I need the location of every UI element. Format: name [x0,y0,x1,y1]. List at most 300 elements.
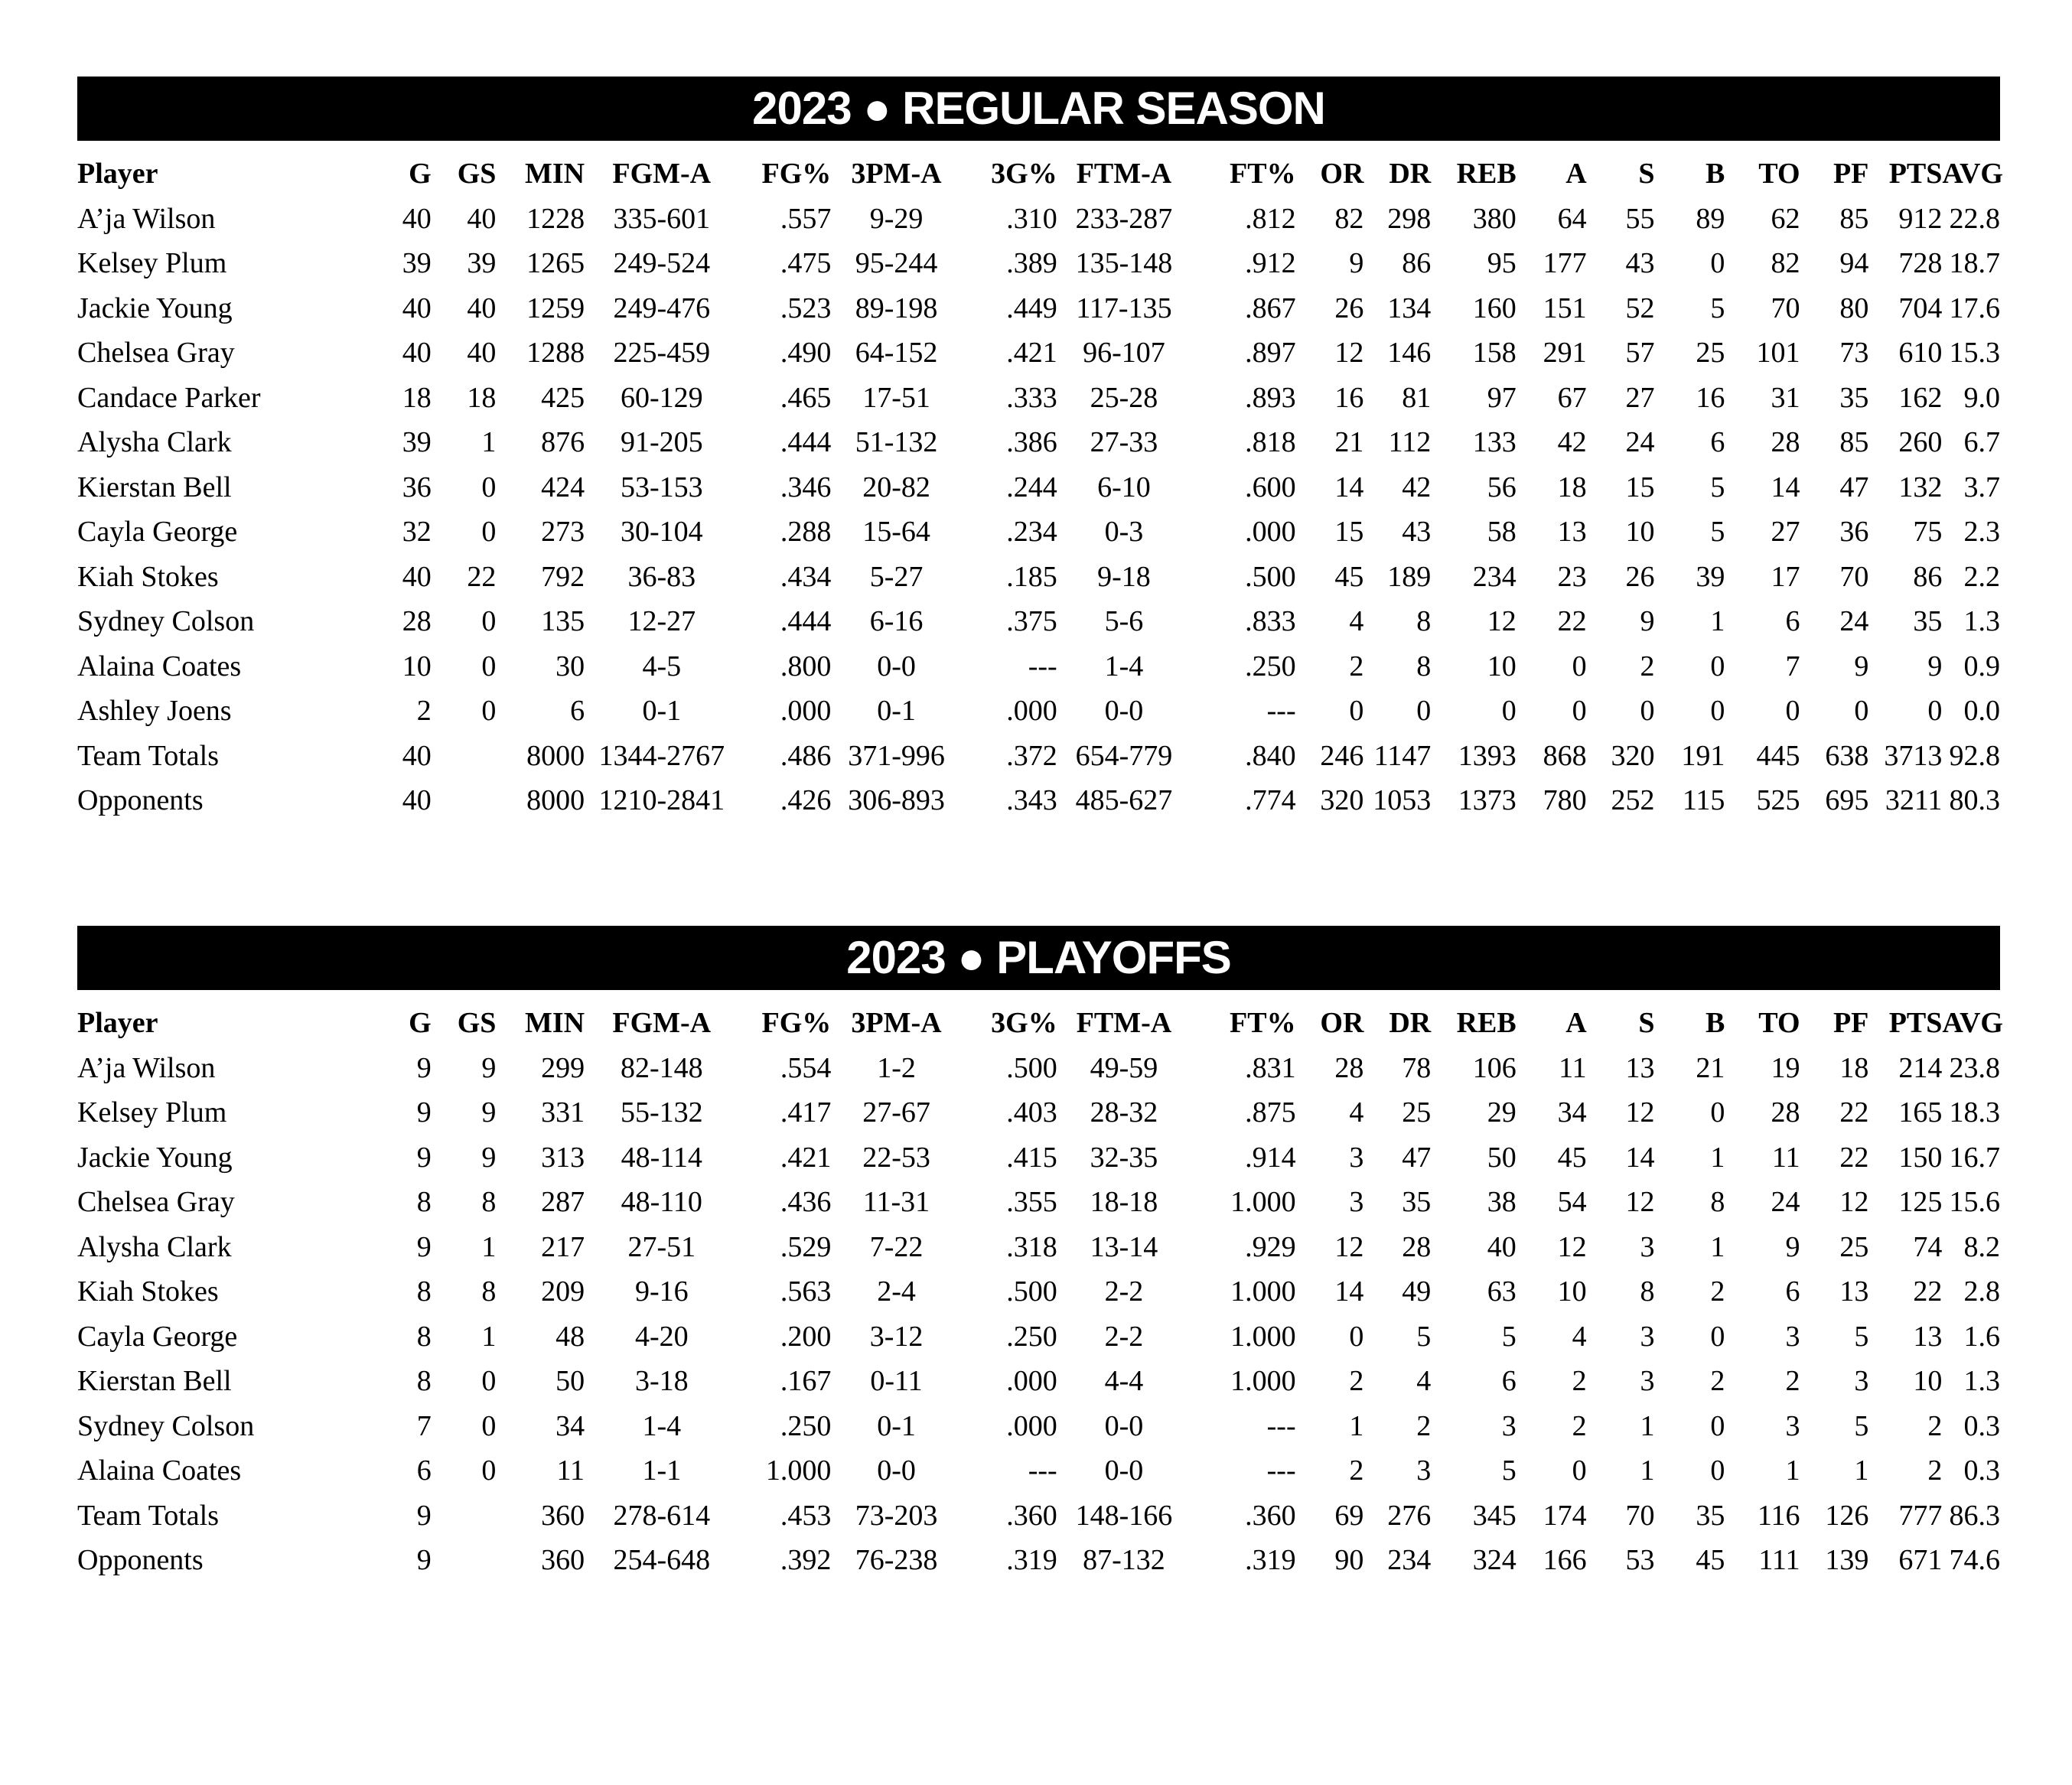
stat-cell: 126 [1825,1499,1869,1532]
stat-cell [432,1538,497,1583]
player-name: Cayla George [77,1320,238,1353]
stat-cell: 1 [1349,1409,1364,1442]
stat-cell: 82 [1334,202,1364,235]
stat-cell: 1.6 [1963,1320,2000,1353]
stat-cell: 3 [1640,1365,1655,1397]
stat-cell: 1265 [526,247,585,279]
stat-cell: .375 [1006,605,1057,637]
stat-cell: .912 [1245,247,1296,279]
stat-cell: 2.8 [1963,1275,2000,1308]
stat-cell: 115 [1682,784,1725,816]
stat-cell: 9 [1640,605,1655,637]
stat-cell: 12 [1625,1096,1655,1129]
player-name: Kiah Stokes [77,560,219,593]
stat-cell: 52 [1625,292,1655,324]
stat-cell: 150 [1898,1141,1943,1174]
player-name: A’ja Wilson [77,1051,216,1084]
stat-cell: 22.8 [1949,202,2000,235]
stat-cell: 189 [1387,560,1432,593]
stat-cell: 9 [1785,1230,1800,1263]
stat-cell: 0 [1501,695,1517,727]
stat-cell: 654-779 [1075,739,1173,772]
stat-cell: 174 [1543,1499,1587,1532]
stat-cell: 485-627 [1075,784,1173,816]
stat-cell: 5 [1501,1454,1517,1487]
stat-cell: 3713 [1884,739,1943,772]
stat-cell: 158 [1472,337,1517,369]
stat-cell: 0 [1349,695,1364,727]
stat-cell: 6 [1785,1275,1800,1308]
stat-cell: 728 [1898,247,1943,279]
column-header: PTS [1888,158,1943,190]
stat-cell [432,734,497,779]
stat-cell: .421 [1006,337,1057,369]
stat-cell: 34 [555,1409,585,1442]
stat-cell: 43 [1625,247,1655,279]
stat-cell: 14 [1334,471,1364,503]
stat-cell: 12-27 [627,605,696,637]
stat-cell: 74.6 [1949,1544,2000,1576]
stat-cell: 62 [1771,202,1800,235]
column-header: MIN [524,1007,585,1039]
stat-cell: 777 [1898,1499,1943,1532]
player-name: Jackie Young [77,292,233,324]
stat-cell: 27-51 [627,1230,696,1263]
stat-cell: 17.6 [1949,292,2000,324]
column-header: FG% [761,1007,832,1039]
stat-cell: 9 [481,1051,497,1084]
stat-cell: 12 [1334,1230,1364,1263]
stat-cell: 7 [416,1409,432,1442]
stat-cell: 10 [1557,1275,1587,1308]
stat-cell: 5 [1854,1409,1869,1442]
regular-season-banner: 2023 ● REGULAR SEASON [77,77,2000,141]
stat-cell: 1 [481,1230,497,1263]
stat-cell: 912 [1898,202,1943,235]
column-header: FG% [761,158,832,190]
stat-cell: 18-18 [1090,1186,1158,1218]
stat-cell: 1-4 [1104,650,1144,682]
stat-cell: 8000 [526,784,585,816]
stat-cell: 360 [541,1499,585,1532]
stat-cell: 671 [1898,1544,1943,1576]
stat-cell: 306-893 [848,784,945,816]
stat-cell: 0 [1710,247,1725,279]
stat-cell: 2-2 [1104,1320,1144,1353]
stat-cell: 1 [481,426,497,458]
stat-cell: 22-53 [862,1141,930,1174]
stat-cell: 4 [1349,1096,1364,1129]
stat-cell: 18 [467,381,497,414]
stat-cell: 8 [1640,1275,1655,1308]
stat-cell: 249-476 [613,292,711,324]
stat-cell: 148-166 [1075,1499,1173,1532]
player-name: Team Totals [77,1499,219,1532]
stat-cell: 0.9 [1963,650,2000,682]
stat-cell: 20-82 [862,471,930,503]
stat-cell: 345 [1472,1499,1517,1532]
player-name: Sydney Colson [77,605,255,637]
stat-cell: 12 [1839,1186,1869,1218]
stat-cell: 5 [1854,1320,1869,1353]
stat-cell: 1 [1710,1141,1725,1174]
stat-cell: 67 [1557,381,1587,414]
stat-cell: 80 [1839,292,1869,324]
stat-cell: 13 [1839,1275,1869,1308]
stat-cell: 6 [1785,605,1800,637]
stat-cell: 0 [481,650,497,682]
stat-cell: --- [1028,1454,1057,1487]
table-row [77,1493,2000,1539]
stat-cell: 0 [1710,1096,1725,1129]
stat-cell: --- [1266,695,1296,727]
stat-cell: 424 [541,471,585,503]
stat-cell: 8 [481,1186,497,1218]
stat-cell: 28 [1334,1051,1364,1084]
stat-cell: 260 [1898,426,1943,458]
stat-cell: 16.7 [1949,1141,2000,1174]
stat-cell: .000 [1006,1409,1057,1442]
stat-cell: 13 [1557,516,1587,548]
stat-cell: 2 [1572,1409,1587,1442]
player-name: Alysha Clark [77,426,232,458]
stat-cell: 3211 [1885,784,1943,816]
column-header: S [1638,1007,1655,1039]
table-row [77,1314,2000,1360]
stat-cell: 0 [1572,695,1587,727]
stat-cell: 69 [1334,1499,1364,1532]
stat-cell: .475 [780,247,832,279]
column-header: Player [77,158,158,190]
stat-cell: .529 [780,1230,832,1263]
stat-cell: .557 [780,202,832,235]
stat-cell: 45 [1696,1544,1725,1576]
stat-cell: 35 [1696,1499,1725,1532]
column-header: FGM-A [612,1007,712,1039]
column-header: TO [1758,158,1800,190]
stat-cell: 11 [1771,1141,1800,1174]
stat-cell: 39 [402,426,432,458]
stat-cell: 1259 [526,292,585,324]
stat-cell: 48-114 [621,1141,702,1174]
stat-cell: .360 [1245,1499,1296,1532]
column-header: A [1565,158,1587,190]
column-header: MIN [524,158,585,190]
stat-cell: 21 [1334,426,1364,458]
stat-cell: 5 [1710,292,1725,324]
stat-cell: 32-35 [1090,1141,1158,1174]
regular-season-section [77,77,2003,823]
stat-cell: 2 [1640,650,1655,682]
stat-cell: 1.3 [1963,1365,2000,1397]
player-name: Kelsey Plum [77,247,227,279]
stat-cell: 47 [1402,1141,1432,1174]
stat-cell: 111 [1758,1544,1800,1576]
column-header: OR [1320,158,1364,190]
column-header: 3G% [991,158,1057,190]
stat-cell: 9.0 [1963,381,2000,414]
stat-cell: 0 [1710,650,1725,682]
stat-cell: 151 [1543,292,1587,324]
column-header: Player [77,1007,158,1039]
stat-cell: .333 [1006,381,1057,414]
stat-cell: 12 [1625,1186,1655,1218]
stat-cell: 1.000 [1230,1275,1296,1308]
stat-cell: 133 [1472,426,1517,458]
stat-cell: 1373 [1458,784,1517,816]
stat-cell: 1147 [1373,739,1432,772]
player-name: Kierstan Bell [77,471,232,503]
stat-cell: 40 [467,292,497,324]
stat-cell: 10 [402,650,432,682]
stat-cell: 273 [541,516,585,548]
stat-cell: 32 [402,516,432,548]
stat-cell: 3 [1640,1230,1655,1263]
stat-cell: 89 [1696,202,1725,235]
stat-cell: 9 [416,1230,432,1263]
stat-cell: 1210-2841 [598,784,725,816]
stat-cell: 47 [1839,471,1869,503]
stat-cell: .310 [1006,202,1057,235]
header-row [77,151,2000,197]
stat-cell: 135 [541,605,585,637]
table-row [77,465,2000,510]
stat-cell: 18 [402,381,432,414]
column-header: 3PM-A [851,158,942,190]
stat-cell: 49-59 [1090,1051,1158,1084]
column-header: FTM-A [1076,1007,1172,1039]
stat-cell: 25-28 [1090,381,1158,414]
stat-cell: .346 [780,471,832,503]
player-name: Alysha Clark [77,1230,232,1263]
stat-cell: 2 [1785,1365,1800,1397]
stat-cell: 48-110 [621,1186,702,1218]
stat-cell: 6 [1501,1365,1517,1397]
stat-cell: 9 [416,1096,432,1129]
playoffs-table [77,1001,2003,1583]
stat-cell: 5-6 [1104,605,1144,637]
stat-cell: 5 [1416,1320,1432,1353]
stat-cell: 276 [1387,1499,1432,1532]
stat-cell: 10 [1487,650,1517,682]
stat-cell: 0.3 [1963,1454,2000,1487]
column-header: GS [457,158,497,190]
stat-cell: 8 [1416,605,1432,637]
stat-cell: 22 [1839,1096,1869,1129]
stat-cell: 1 [1854,1454,1869,1487]
stat-cell: 780 [1543,784,1587,816]
stat-cell: 371-996 [848,739,945,772]
stat-cell: 9 [481,1141,497,1174]
table-row [77,1090,2000,1135]
stat-cell [432,778,497,823]
player-name: Candace Parker [77,381,261,414]
table-row [77,1225,2000,1270]
stat-cell: .840 [1245,739,1296,772]
stat-cell: 18.7 [1949,247,2000,279]
stat-cell: 40 [402,202,432,235]
column-header: G [409,1007,432,1039]
stat-cell: --- [1266,1409,1296,1442]
stat-cell: 35 [1913,605,1943,637]
stat-cell: 23 [1557,560,1587,593]
stat-cell: 87-132 [1083,1544,1165,1576]
stat-cell: 35 [1402,1186,1432,1218]
stat-cell: .436 [780,1186,832,1218]
stat-cell: 2-2 [1104,1275,1144,1308]
stat-cell: 0 [1572,650,1587,682]
stat-cell: 8 [416,1275,432,1308]
stat-cell: 1228 [526,202,585,235]
stat-cell: .453 [780,1499,832,1532]
stat-cell: .500 [1245,560,1296,593]
stat-cell: 35 [1839,381,1869,414]
stat-cell: 4 [1416,1365,1432,1397]
stat-cell: 6 [1710,426,1725,458]
stat-cell: 132 [1898,471,1943,503]
stat-cell: 17 [1771,560,1800,593]
stat-cell: 331 [541,1096,585,1129]
stat-cell: .000 [1006,1365,1057,1397]
stat-cell: .355 [1006,1186,1057,1218]
table-row [77,599,2000,644]
stat-cell: 85 [1839,202,1869,235]
table-row [77,1448,2000,1493]
stat-cell: 9 [416,1051,432,1084]
stat-cell: 0 [1416,695,1432,727]
regular-season-table [77,151,2003,823]
stat-cell: 0 [481,605,497,637]
table-row [77,510,2000,555]
stat-cell: 4 [1572,1320,1587,1353]
stat-cell: .343 [1006,784,1057,816]
stat-cell: 0-1 [877,695,916,727]
stat-cell: 22 [1557,605,1587,637]
stat-cell: 146 [1387,337,1432,369]
stat-cell: 53 [1625,1544,1655,1576]
stat-cell: 1 [481,1320,497,1353]
stat-cell: 94 [1839,247,1869,279]
column-header: PF [1833,158,1869,190]
stat-cell: 55-132 [620,1096,703,1129]
stat-cell: 5 [1710,516,1725,548]
stat-cell: 1 [1640,1454,1655,1487]
player-name: Cayla George [77,516,238,548]
stat-cell: 15.3 [1949,337,2000,369]
stat-cell: 15 [1334,516,1364,548]
stat-cell: 85 [1839,426,1869,458]
table-row [77,1135,2000,1181]
stat-cell: 9 [416,1141,432,1174]
stat-cell: 0-0 [1104,1409,1144,1442]
stat-cell: .449 [1006,292,1057,324]
stat-cell: 8 [416,1320,432,1353]
stat-cell: 5 [1710,471,1725,503]
stat-cell: 8 [416,1365,432,1397]
column-header: FTM-A [1076,158,1172,190]
stat-cell: 335-601 [613,202,711,235]
stat-cell: 0 [481,516,497,548]
stat-cell: --- [1266,1454,1296,1487]
stat-cell [432,1493,497,1539]
stat-cell: 1288 [526,337,585,369]
stat-cell: 610 [1898,337,1943,369]
stat-cell: .486 [780,739,832,772]
stat-cell: 139 [1825,1544,1869,1576]
stat-cell: 14 [1334,1275,1364,1308]
stat-cell: 34 [1557,1096,1587,1129]
stat-cell: 25 [1696,337,1725,369]
stat-cell: 3 [1785,1320,1800,1353]
column-header: 3PM-A [851,1007,942,1039]
stat-cell: 24 [1625,426,1655,458]
stat-cell: 82-148 [620,1051,703,1084]
stat-cell: 28-32 [1090,1096,1158,1129]
stat-cell: 25 [1839,1230,1869,1263]
stat-cell: 50 [555,1365,585,1397]
stat-cell: 40 [467,337,497,369]
stat-cell: 160 [1472,292,1517,324]
stat-cell: 162 [1898,381,1943,414]
stat-cell: 26 [1625,560,1655,593]
stat-cell: 22 [1839,1141,1869,1174]
stat-cell: .234 [1006,516,1057,548]
stat-cell: 0 [481,471,497,503]
stat-cell: .000 [780,695,832,727]
column-header: REB [1456,1007,1517,1039]
stat-cell: .386 [1006,426,1057,458]
stat-cell: 0 [1785,695,1800,727]
stat-cell: 0.3 [1963,1409,2000,1442]
stat-cell: .244 [1006,471,1057,503]
stat-cell: 0-0 [1104,1454,1144,1487]
stat-cell: 2.2 [1963,560,2000,593]
stat-cell: 7 [1785,650,1800,682]
player-name: Opponents [77,784,204,816]
stat-cell: .421 [780,1141,832,1174]
stat-cell: 86 [1913,560,1943,593]
table-row [77,778,2000,823]
stat-cell: 177 [1543,247,1587,279]
stat-cell: 3 [1854,1365,1869,1397]
stat-cell: .600 [1245,471,1296,503]
stat-cell: 0-3 [1104,516,1144,548]
table-row [77,197,2000,242]
stat-cell: .250 [1006,1320,1057,1353]
stat-cell: 18.3 [1949,1096,2000,1129]
stat-cell: .897 [1245,337,1296,369]
stat-cell: 792 [541,560,585,593]
stat-cell: 2 [1927,1454,1943,1487]
stat-cell: 3-18 [634,1365,689,1397]
stat-cell: 704 [1898,292,1943,324]
stat-cell: 8.2 [1963,1230,2000,1263]
column-header: S [1638,158,1655,190]
stat-cell: 2.3 [1963,516,2000,548]
stat-cell: 525 [1756,784,1800,816]
stat-cell: 19 [1771,1051,1800,1084]
table-row [77,689,2000,734]
stat-cell: 6-16 [869,605,924,637]
stat-cell: 360 [541,1544,585,1576]
stat-cell: 2 [1927,1409,1943,1442]
stat-cell: .403 [1006,1096,1057,1129]
stat-cell: 6 [570,695,585,727]
stat-cell: .000 [1245,516,1296,548]
stat-cell: 3 [1349,1141,1364,1174]
stat-cell: 0 [1710,1454,1725,1487]
stat-cell: 27-67 [862,1096,930,1129]
